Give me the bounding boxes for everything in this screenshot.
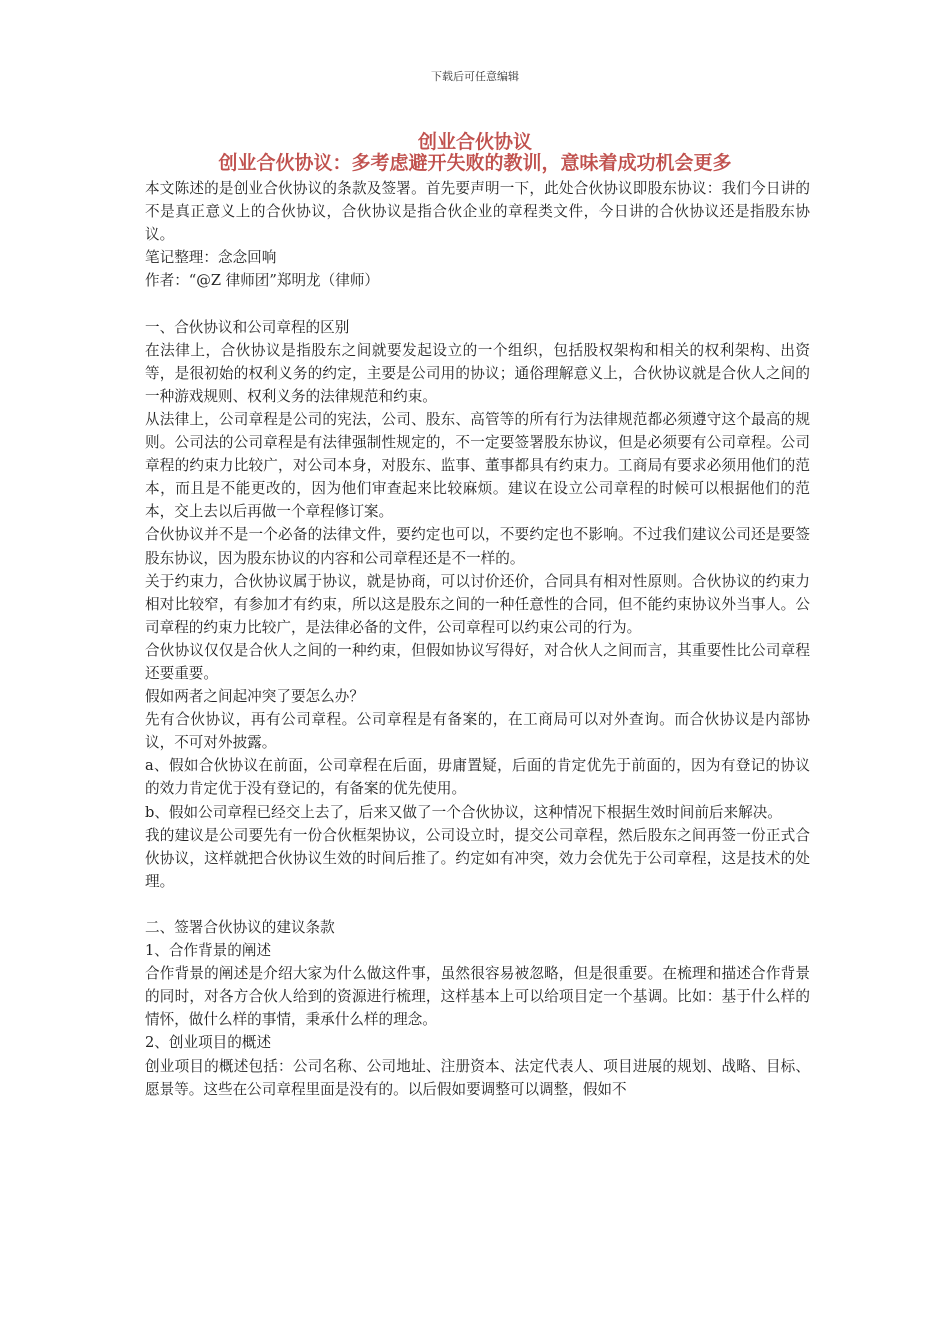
document-title: 创业合伙协议 (417, 131, 532, 153)
paragraph: 作者：“@Z 律师团”郑明龙（律师） (145, 272, 380, 290)
blank-line (145, 292, 810, 315)
paragraph: 笔记整理：念念回响 (145, 249, 277, 267)
paragraph: 先有合伙协议，再有公司章程。公司章程是有备案的，在工商局可以对外查询。而合伙协议是内部协议，不可对外披露。 (145, 711, 810, 752)
paragraph: 2、创业项目的概述 (145, 1034, 272, 1052)
paragraph: 本文陈述的是创业合伙协议的条款及签署。首先要声明一下，此处合伙协议即股东协议：我们今日讲的不是真正意义上的合伙协议，合伙协议是指合伙企业的章程类文件，今日讲的合伙协议还是指股东协议。 (145, 180, 810, 244)
paragraph: 1、合作背景的阐述 (145, 942, 272, 960)
header-note: 下载后可任意编辑 (431, 70, 519, 83)
paragraph: 创业项目的概述包括：公司名称、公司地址、注册资本、法定代表人、项目进展的规划、战略、目标、愿景等。这些在公司章程里面是没有的。以后假如要调整可以调整，假如不 (145, 1057, 810, 1098)
paragraph: 从法律上，公司章程是公司的宪法，公司、股东、高管等的所有行为法律规范都必须遵守这个最高的规则。公司法的公司章程是有法律强制性规定的，不一定要签署股东协议，但是必须要有公司章程。公司章程的约束力比较广，对公司本身，对股东、监事、董事都具有约束力。工商局有要求必须用他们的范本，而且是不能更改的，因为他们审查起来比较麻烦。建议在设立公司章程的时候可以根据他们的范本，交上去以后再做一个章程修订案。 (145, 410, 810, 521)
paragraph: 假如两者之间起冲突了要怎么办？ (145, 688, 364, 706)
paragraph: 合伙协议仅仅是合伙人之间的一种约束，但假如协议写得好，对合伙人之间而言，其重要性比公司章程还要重要。 (145, 641, 810, 682)
paragraph: a、假如合伙协议在前面，公司章程在后面，毋庸置疑，后面的肯定优先于前面的，因为有登记的协议的效力肯定优于没有登记的，有备案的优先使用。 (145, 757, 810, 798)
document-subtitle: 创业合伙协议：多考虑避开失败的教训，意味着成功机会更多 (218, 152, 732, 174)
document-body (145, 177, 810, 1101)
paragraph: 关于约束力，合伙协议属于协议，就是协商，可以讨价还价，合同具有相对性原则。合伙协议的约束力相对比较窄，有参加才有约束，所以这是股东之间的一种任意性的合同，但不能约束协议外当事人。公司章程的约束力比较广，是法律必备的文件，公司章程可以约束公司的行为。 (145, 572, 810, 636)
paragraph: 二、签署合伙协议的建议条款 (145, 919, 335, 936)
paragraph: 在法律上，合伙协议是指股东之间就要发起设立的一个组织，包括股权架构和相关的权利架构、出资等，是很初始的权利义务的约定，主要是公司用的协议；通俗理解意义上，合伙协议就是合伙人之间的一种游戏规则、权利义务的法律规范和约束。 (145, 341, 810, 405)
paragraph: 一、合伙协议和公司章程的区别 (145, 318, 350, 336)
paragraph: 我的建议是公司要先有一份合伙框架协议，公司设立时，提交公司章程，然后股东之间再签一份正式合伙协议，这样就把合伙协议生效的时间后推了。约定如有冲突，效力会优先于公司章程，这是技术的处理。 (145, 826, 810, 890)
paragraph: b、假如公司章程已经交上去了，后来又做了一个合伙协议，这种情况下根据生效时间前后来解决。 (145, 803, 782, 821)
blank-line (145, 893, 810, 916)
paragraph: 合作背景的阐述是介绍大家为什么做这件事，虽然很容易被忽略，但是很重要。在梳理和描述合作背景的同时，对各方合伙人给到的资源进行梳理，这样基本上可以给项目定一个基调。比如：基于什么样的情怀，做什么样的事情，秉承什么样的理念。 (145, 965, 810, 1029)
paragraph: 合伙协议并不是一个必备的法律文件，要约定也可以，不要约定也不影响。不过我们建议公司还是要签股东协议，因为股东协议的内容和公司章程还是不一样的。 (145, 526, 810, 567)
